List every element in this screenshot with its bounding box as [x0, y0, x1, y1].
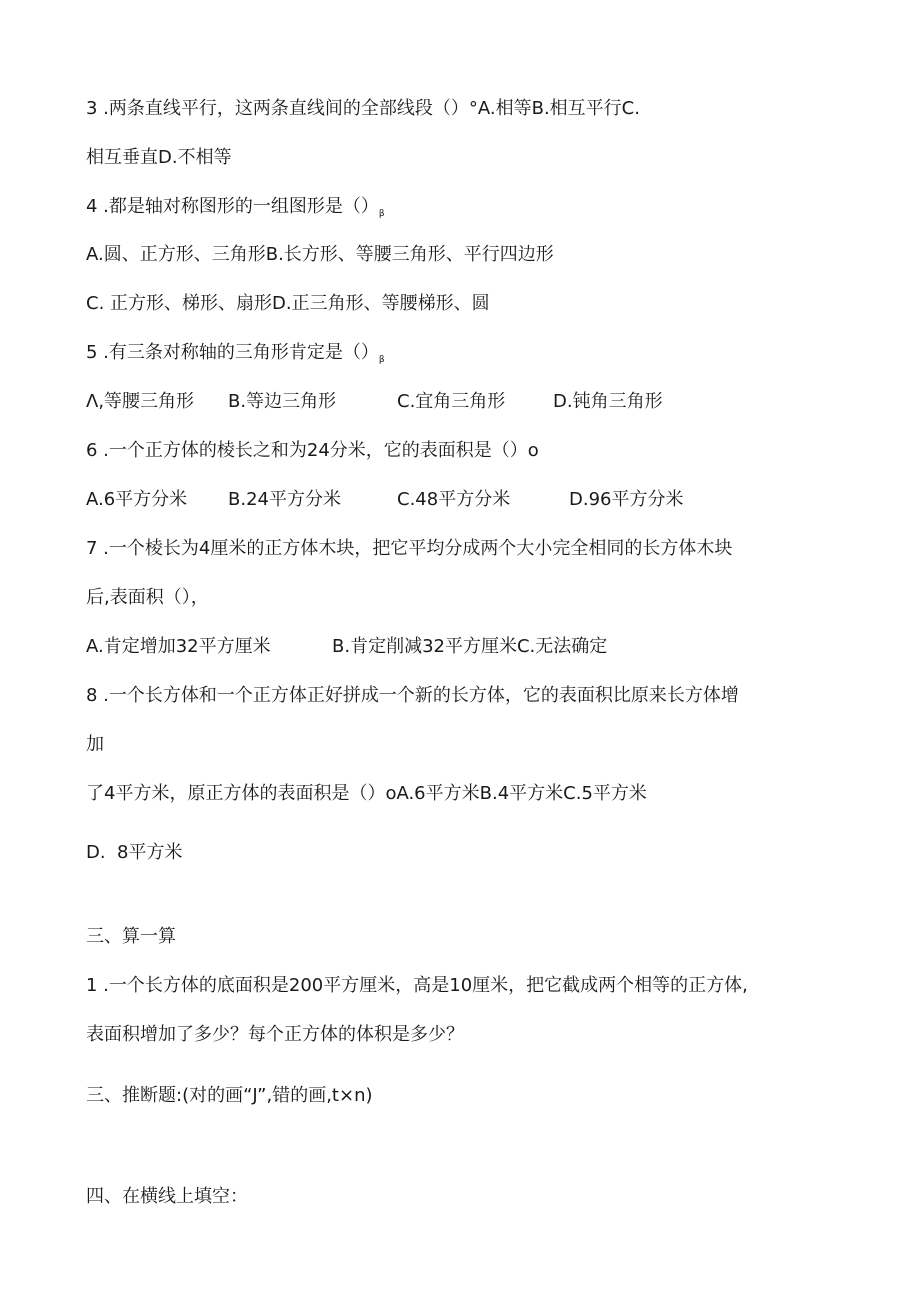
q4-options-line1: A.圆、正方形、三角形B.长方形、等腰三角形、平行四边形: [86, 244, 554, 265]
q4-stem-mark: β: [378, 209, 385, 219]
q5-option-a: Λ,等腰三角形: [86, 391, 195, 412]
q8-line2: 加: [86, 734, 104, 755]
q5-stem-text: 5 .有三条对称轴的三角形肯定是（）: [86, 342, 379, 363]
q5-option-c: C.宜角三角形: [397, 391, 506, 412]
q6-option-c: C.48平方分米: [397, 489, 511, 510]
q5-option-d: D.钝角三角形: [553, 391, 663, 412]
q6-option-d: D.96平方分米: [569, 489, 684, 510]
section-fill-heading: 四、在横线上填空：: [86, 1186, 248, 1207]
q3-line2: 相互垂直D.不相等: [86, 147, 232, 168]
q6-option-b: B.24平方分米: [228, 489, 341, 510]
section-judge-heading: 三、推断题:(对的画“J”,错的画,t×n): [86, 1085, 373, 1106]
q7-stem-line2: 后,表面积（），: [86, 587, 209, 608]
q5-stem: [86, 341, 385, 372]
q6-option-a: A.6平方分米: [86, 489, 188, 510]
q8-line4: D. 8平方米: [86, 842, 183, 863]
q7-option-a: A.肯定增加32平方厘米: [86, 636, 271, 657]
q7-option-bc: B.肯定削减32平方厘米C.无法确定: [332, 636, 608, 657]
calc-q1-line1: 1 .一个长方体的底面积是200平方厘米，高是10厘米，把它截成两个相等的正方体,: [86, 975, 748, 996]
q7-stem-line1: 7 .一个棱长为4厘米的正方体木块，把它平均分成两个大小完全相同的长方体木块: [86, 538, 733, 559]
q8-line1: 8 .一个长方体和一个正方体正好拼成一个新的长方体，它的表面积比原来长方体增: [86, 685, 739, 706]
q4-options-line2: C. 正方形、梯形、扇形D.正三角形、等腰梯形、圆: [86, 293, 490, 314]
q5-stem-mark: β: [378, 355, 385, 365]
q8-line3: 了4平方米，原正方体的表面积是（）oA.6平方米B.4平方米C.5平方米: [86, 783, 647, 804]
q3-line1: 3 .两条直线平行，这两条直线间的全部线段（）°A.相等B.相互平行C.: [86, 98, 640, 119]
q4-stem-text: 4 .都是轴对称图形的一组图形是（）: [86, 196, 379, 217]
q5-option-b: B.等边三角形: [228, 391, 337, 412]
section-calc-heading: 三、算一算: [86, 926, 176, 947]
calc-q1-line2: 表面积增加了多少？每个正方体的体积是多少？: [86, 1024, 464, 1045]
q6-stem: 6 .一个正方体的棱长之和为24分米，它的表面积是（）o: [86, 440, 539, 461]
q4-stem: [86, 195, 385, 226]
